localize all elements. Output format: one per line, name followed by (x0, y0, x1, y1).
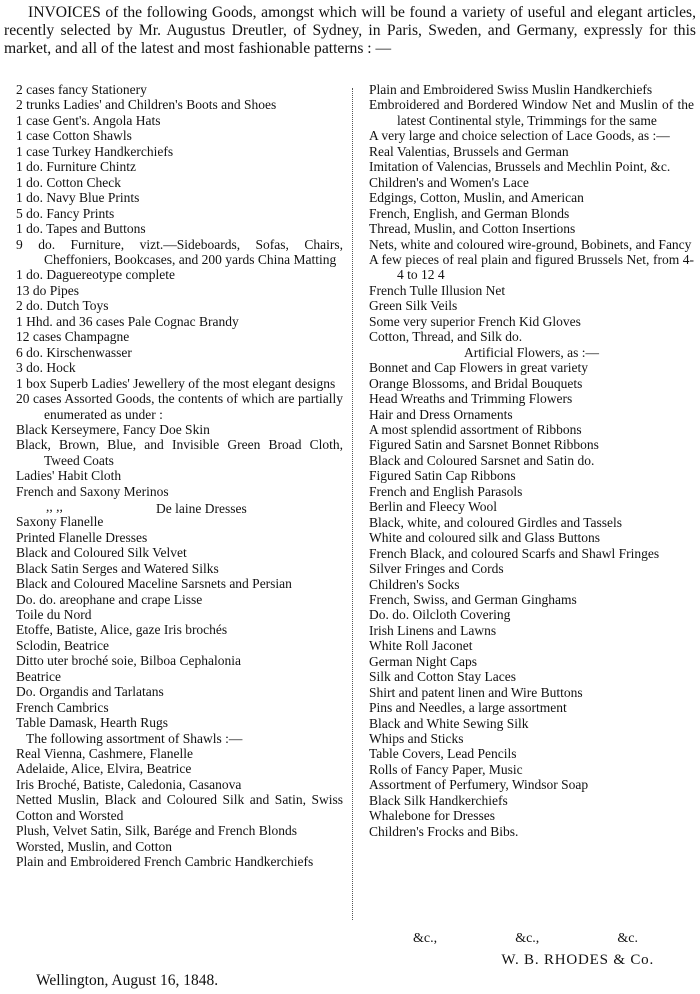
list-item: 1 do. Tapes and Buttons (16, 221, 146, 237)
list-item: Imitation of Valencias, Brussels and Mechlin Point, &c. (369, 159, 671, 175)
list-item: White and coloured silk and Glass Buttons (369, 530, 600, 546)
list-item: French Tulle Illusion Net (369, 282, 506, 298)
ditto-text: De laine Dresses (156, 501, 247, 517)
list-item: Children's Socks (369, 576, 460, 592)
list-item: 13 do Pipes (16, 282, 80, 298)
list-item: French Cambrics (16, 699, 109, 715)
list-item: 1 case Turkey Handkerchiefs (16, 143, 174, 159)
list-item: Plain and Embroidered Swiss Muslin Handkerchiefs (369, 82, 653, 97)
list-item: Etoffe, Batiste, Alice, gaze Iris brochés (16, 622, 228, 638)
list-item: Beatrice (16, 668, 61, 684)
list-item: Saxony Flanelle (16, 514, 104, 530)
list-item: White Roll Jaconet (369, 638, 473, 654)
list-item: Pins and Needles, a large assortment (369, 700, 567, 716)
list-item: 1 box Superb Ladies' Jewellery of the most elegant designs (16, 375, 336, 391)
list-item: Black and Coloured Sarsnet and Satin do. (369, 452, 595, 468)
intro-paragraph: INVOICES of the following Goods, amongst which will be found a variety of useful and elegant articles, recently selected by Mr. Augustus Dreutler, of Sydney, in Paris, Sweden, and Germany, expressly for this market, and all of the latest and most fashionable patterns : — (4, 4, 696, 57)
list-item: Shirt and patent linen and Wire Buttons (369, 684, 583, 700)
list-item: A most splendid assortment of Ribbons (369, 421, 582, 437)
list-item: Hair and Dress Ornaments (369, 406, 513, 422)
list-item: Worsted, Muslin, and Cotton (16, 838, 173, 854)
list-item: 20 cases Assorted Goods, the contents of which are partially enumerated as under : (16, 391, 343, 422)
list-item: Black Kerseymere, Fancy Doe Skin (16, 421, 210, 437)
list-item: Black and Coloured Maceline Sarsnets and Persian (16, 576, 292, 592)
list-item: 1 do. Cotton Check (16, 174, 121, 190)
list-item: Do. Organdis and Tarlatans (16, 684, 164, 700)
list-item: 2 cases fancy Stationery (16, 82, 147, 97)
list-item: Cotton, Thread, and Silk do. (369, 329, 523, 345)
list-item: Plush, Velvet Satin, Silk, Barége and French Blonds (16, 823, 297, 839)
list-item: Adelaide, Alice, Elvira, Beatrice (16, 761, 192, 777)
list-item: 5 do. Fancy Prints (16, 205, 115, 221)
list-item: Assortment of Perfumery, Windsor Soap (369, 777, 589, 793)
etc-mark: &c., (515, 931, 540, 946)
list-item: Netted Muslin, Black and Coloured Silk and Satin, Swiss Cotton and Worsted (16, 792, 343, 823)
merchant-signature: W. B. RHODES & Co. (501, 952, 654, 968)
goods-list-left (16, 82, 343, 870)
list-item: Irish Linens and Lawns (369, 622, 497, 638)
list-item: Table Covers, Lead Pencils (369, 746, 517, 762)
list-item: Edgings, Cotton, Muslin, and American (369, 190, 584, 206)
list-item: Ladies' Habit Cloth (16, 468, 122, 484)
shawls-subheading: The following assortment of Shawls :— (26, 730, 243, 746)
list-item: Children's and Women's Lace (369, 174, 529, 190)
list-item: Rolls of Fancy Paper, Music (369, 761, 523, 777)
list-item: Black and White Sewing Silk (369, 715, 529, 731)
list-item: 1 case Gent's. Angola Hats (16, 112, 161, 128)
list-item: Figured Satin Cap Ribbons (369, 468, 516, 484)
list-item: 2 trunks Ladies' and Children's Boots and Shoes (16, 97, 277, 113)
list-item: 1 case Cotton Shawls (16, 128, 132, 144)
etc-row (369, 930, 694, 947)
list-item: Black and Coloured Silk Velvet (16, 545, 187, 561)
list-item: Black Silk Handkerchiefs (369, 792, 508, 808)
list-item: Real Vienna, Cashmere, Flanelle (16, 746, 194, 762)
list-item: Sclodin, Beatrice (16, 637, 109, 653)
list-item: 3 do. Hock (16, 360, 76, 376)
list-item: Orange Blossoms, and Bridal Bouquets (369, 375, 583, 391)
list-item: 9 do. Furniture, vizt.—Sideboards, Sofas, Chairs, Cheffoniers, Bookcases, and 200 yards China Matting (16, 236, 343, 267)
list-item: German Night Caps (369, 653, 477, 669)
list-item: Printed Flanelle Dresses (16, 529, 148, 545)
list-item: Berlin and Fleecy Wool (369, 499, 498, 515)
list-item: Iris Broché, Batiste, Caledonia, Casanova (16, 776, 242, 792)
list-item: Nets, white and coloured wire-ground, Bobinets, and Fancy (369, 236, 692, 252)
list-item: 2 do. Dutch Toys (16, 298, 109, 314)
etc-mark: &c., (413, 931, 438, 946)
list-item: 1 do. Daguereotype complete (16, 267, 175, 283)
list-item: Real Valentias, Brussels and German (369, 143, 569, 159)
list-item: Children's Frocks and Bibs. (369, 823, 519, 839)
list-item: Whalebone for Dresses (369, 808, 495, 824)
list-item: 12 cases Champagne (16, 329, 130, 345)
list-item: Toile du Nord (16, 606, 92, 622)
list-item: Do. do. Oilcloth Covering (369, 607, 511, 623)
list-item: Silver Fringes and Cords (369, 561, 504, 577)
list-item: French Black, and coloured Scarfs and Shawl Fringes (369, 545, 660, 561)
list-item: French, Swiss, and German Ginghams (369, 591, 577, 607)
flowers-subheading: Artificial Flowers, as :— (464, 344, 599, 360)
list-item: 1 do. Furniture Chintz (16, 159, 136, 175)
list-item: Plain and Embroidered French Cambric Handkerchiefs (16, 854, 314, 870)
list-item: French, English, and German Blonds (369, 205, 570, 221)
ditto-item (16, 499, 343, 517)
etc-mark: &c. (617, 931, 638, 946)
dateline: Wellington, August 16, 1848. (36, 972, 219, 989)
list-item: Head Wreaths and Trimming Flowers (369, 391, 573, 407)
list-item: Green Silk Veils (369, 298, 458, 314)
list-item: Black, Brown, Blue, and Invisible Green Broad Cloth, Tweed Coats (16, 437, 343, 468)
list-item: Table Damask, Hearth Rugs (16, 715, 169, 731)
list-item: French and Saxony Merinos (16, 483, 169, 499)
list-item: 6 do. Kirschenwasser (16, 344, 132, 360)
list-item: French and English Parasols (369, 483, 523, 499)
list-item: A few pieces of real plain and figured Brussels Net, from 4-4 to 12 4 (369, 251, 694, 283)
list-item: Whips and Sticks (369, 731, 464, 747)
ditto-mark: ,, ,, (46, 499, 63, 515)
list-item: Some very superior French Kid Gloves (369, 313, 581, 329)
list-item: Do. do. areophane and crape Lisse (16, 591, 203, 607)
list-item: Figured Satin and Sarsnet Bonnet Ribbons (369, 437, 599, 453)
list-item: Ditto uter broché soie, Bilboa Cephalonia (16, 653, 241, 669)
list-item: Thread, Muslin, and Cotton Insertions (369, 221, 576, 237)
goods-list-right (369, 82, 694, 839)
column-divider (352, 88, 353, 920)
list-item: Black Satin Serges and Watered Silks (16, 560, 219, 576)
list-item: Black, white, and coloured Girdles and Tassels (369, 514, 622, 530)
list-item: A very large and choice selection of Lace Goods, as :— (369, 128, 670, 144)
list-item: Embroidered and Bordered Window Net and Muslin of the latest Continental style, Trimmings for the same (369, 97, 694, 128)
list-item: Silk and Cotton Stay Laces (369, 669, 516, 685)
list-item: 1 Hhd. and 36 cases Pale Cognac Brandy (16, 313, 239, 329)
list-item: 1 do. Navy Blue Prints (16, 190, 140, 206)
list-item: Bonnet and Cap Flowers in great variety (369, 360, 588, 376)
